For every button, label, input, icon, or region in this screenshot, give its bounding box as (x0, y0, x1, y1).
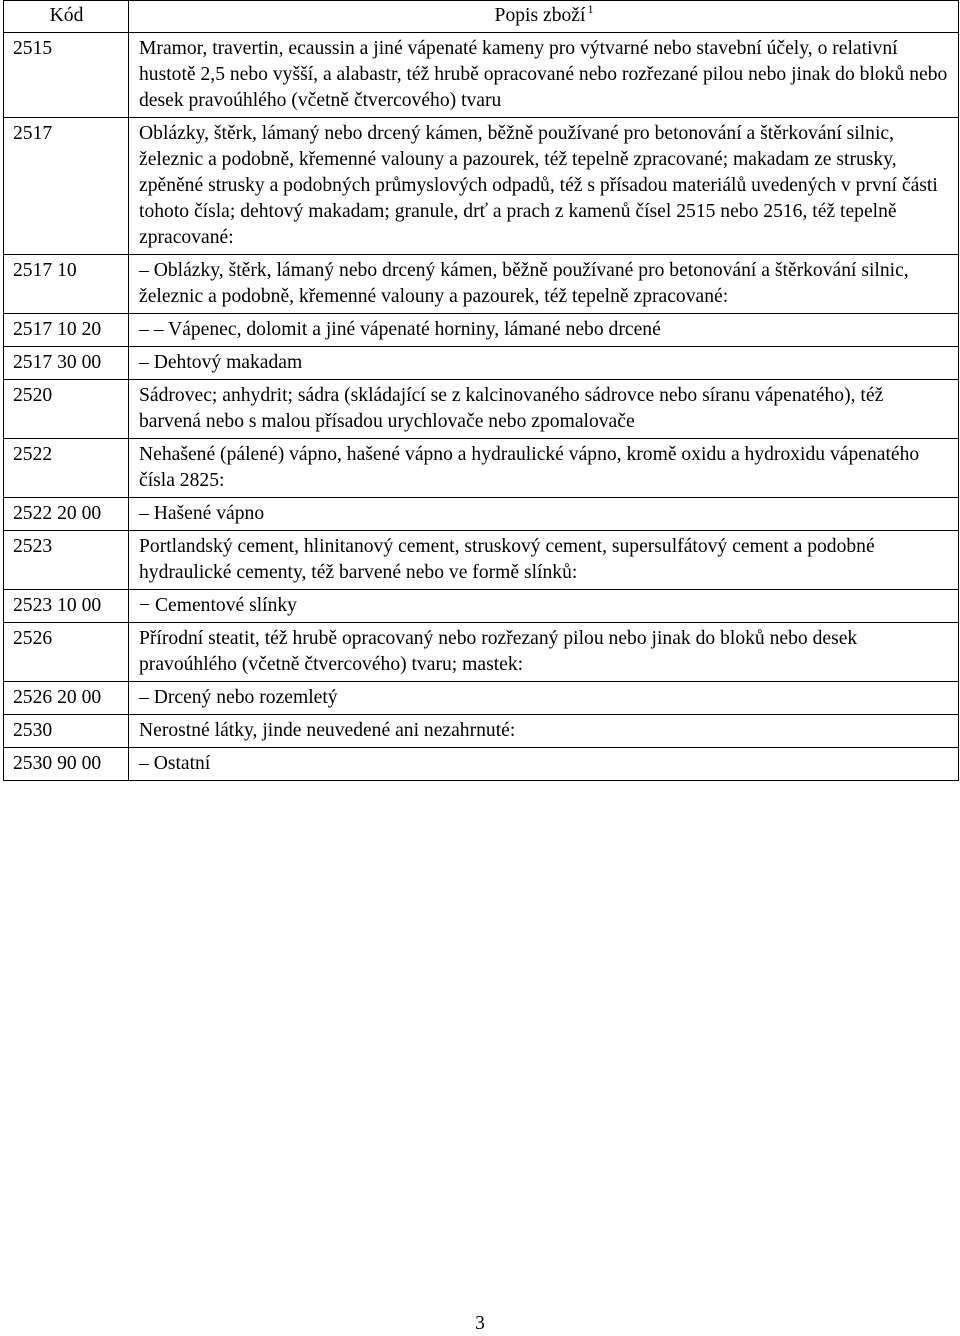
code-cell: 2523 10 00 (4, 590, 129, 623)
table-row (4, 748, 959, 781)
code-cell: 2526 20 00 (4, 682, 129, 715)
code-cell: 2517 30 00 (4, 347, 129, 380)
description-cell: – – Vápenec, dolomit a jiné vápenaté horniny, lámané nebo drcené (129, 314, 959, 347)
table-row (4, 347, 959, 380)
code-cell: 2526 (4, 623, 129, 682)
goods-table (3, 0, 959, 781)
table-row (4, 531, 959, 590)
code-cell: 2517 10 20 (4, 314, 129, 347)
code-cell: 2522 20 00 (4, 498, 129, 531)
description-header-label: Popis zboží (494, 5, 586, 26)
description-cell: Nehašené (pálené) vápno, hašené vápno a hydraulické vápno, kromě oxidu a hydroxidu vápenatého čísla 2825: (129, 439, 959, 498)
page-number: 3 (475, 1313, 485, 1334)
description-cell: – Ostatní (129, 748, 959, 781)
description-cell: Portlandský cement, hlinitanový cement, struskový cement, supersulfátový cement a podobné hydraulické cementy, též barvené nebo ve formě slínků: (129, 531, 959, 590)
table-row (4, 623, 959, 682)
table-row (4, 439, 959, 498)
description-cell: – Drcený nebo rozemletý (129, 682, 959, 715)
code-cell: 2530 (4, 715, 129, 748)
code-cell: 2520 (4, 380, 129, 439)
table-row (4, 590, 959, 623)
code-column-header: Kód (4, 1, 129, 33)
description-column-header (129, 1, 959, 33)
description-cell: Nerostné látky, jinde neuvedené ani nezahrnuté: (129, 715, 959, 748)
table-header-row (4, 1, 959, 33)
table-row (4, 380, 959, 439)
table-row (4, 118, 959, 255)
code-cell: 2515 (4, 33, 129, 118)
table-row (4, 314, 959, 347)
code-cell: 2517 10 (4, 255, 129, 314)
description-cell: Oblázky, štěrk, lámaný nebo drcený kámen, běžně používané pro betonování a štěrkování silnic, železnic a podobně, křemenné valouny a pazourek, též tepelně zpracované; makadam ze strusky, zpěněné strusky a podobných průmyslových odpadů, též s přísadou materiálů uvedených v první části tohoto čísla; dehtový makadam; granule, drť a prach z kamenů čísel 2515 nebo 2516, též tepelně zpracované: (129, 118, 959, 255)
code-cell: 2522 (4, 439, 129, 498)
description-cell: – Dehtový makadam (129, 347, 959, 380)
table-row (4, 255, 959, 314)
footnote-marker: 1 (587, 2, 594, 17)
table-row (4, 498, 959, 531)
table-row (4, 715, 959, 748)
description-cell: Sádrovec; anhydrit; sádra (skládající se z kalcinovaného sádrovce nebo síranu vápenatého), též barvená nebo s malou přísadou urychlovače nebo zpomalovače (129, 380, 959, 439)
description-cell: Přírodní steatit, též hrubě opracovaný nebo rozřezaný pilou nebo jinak do bloků nebo desek pravoúhlého (včetně čtvercového) tvaru; mastek: (129, 623, 959, 682)
description-cell: – Oblázky, štěrk, lámaný nebo drcený kámen, běžně používané pro betonování a štěrkování silnic, železnic a podobně, křemenné valouny a pazourek, též tepelně zpracované: (129, 255, 959, 314)
description-cell: Mramor, travertin, ecaussin a jiné vápenaté kameny pro výtvarné nebo stavební účely, o relativní hustotě 2,5 nebo vyšší, a alabastr, též hrubě opracované nebo rozřezané pilou nebo jinak do bloků nebo desek pravoúhlého (včetně čtvercového) tvaru (129, 33, 959, 118)
description-cell: – Hašené vápno (129, 498, 959, 531)
code-cell: 2517 (4, 118, 129, 255)
code-cell: 2523 (4, 531, 129, 590)
code-cell: 2530 90 00 (4, 748, 129, 781)
description-cell: − Cementové slínky (129, 590, 959, 623)
table-row (4, 682, 959, 715)
table-row (4, 33, 959, 118)
